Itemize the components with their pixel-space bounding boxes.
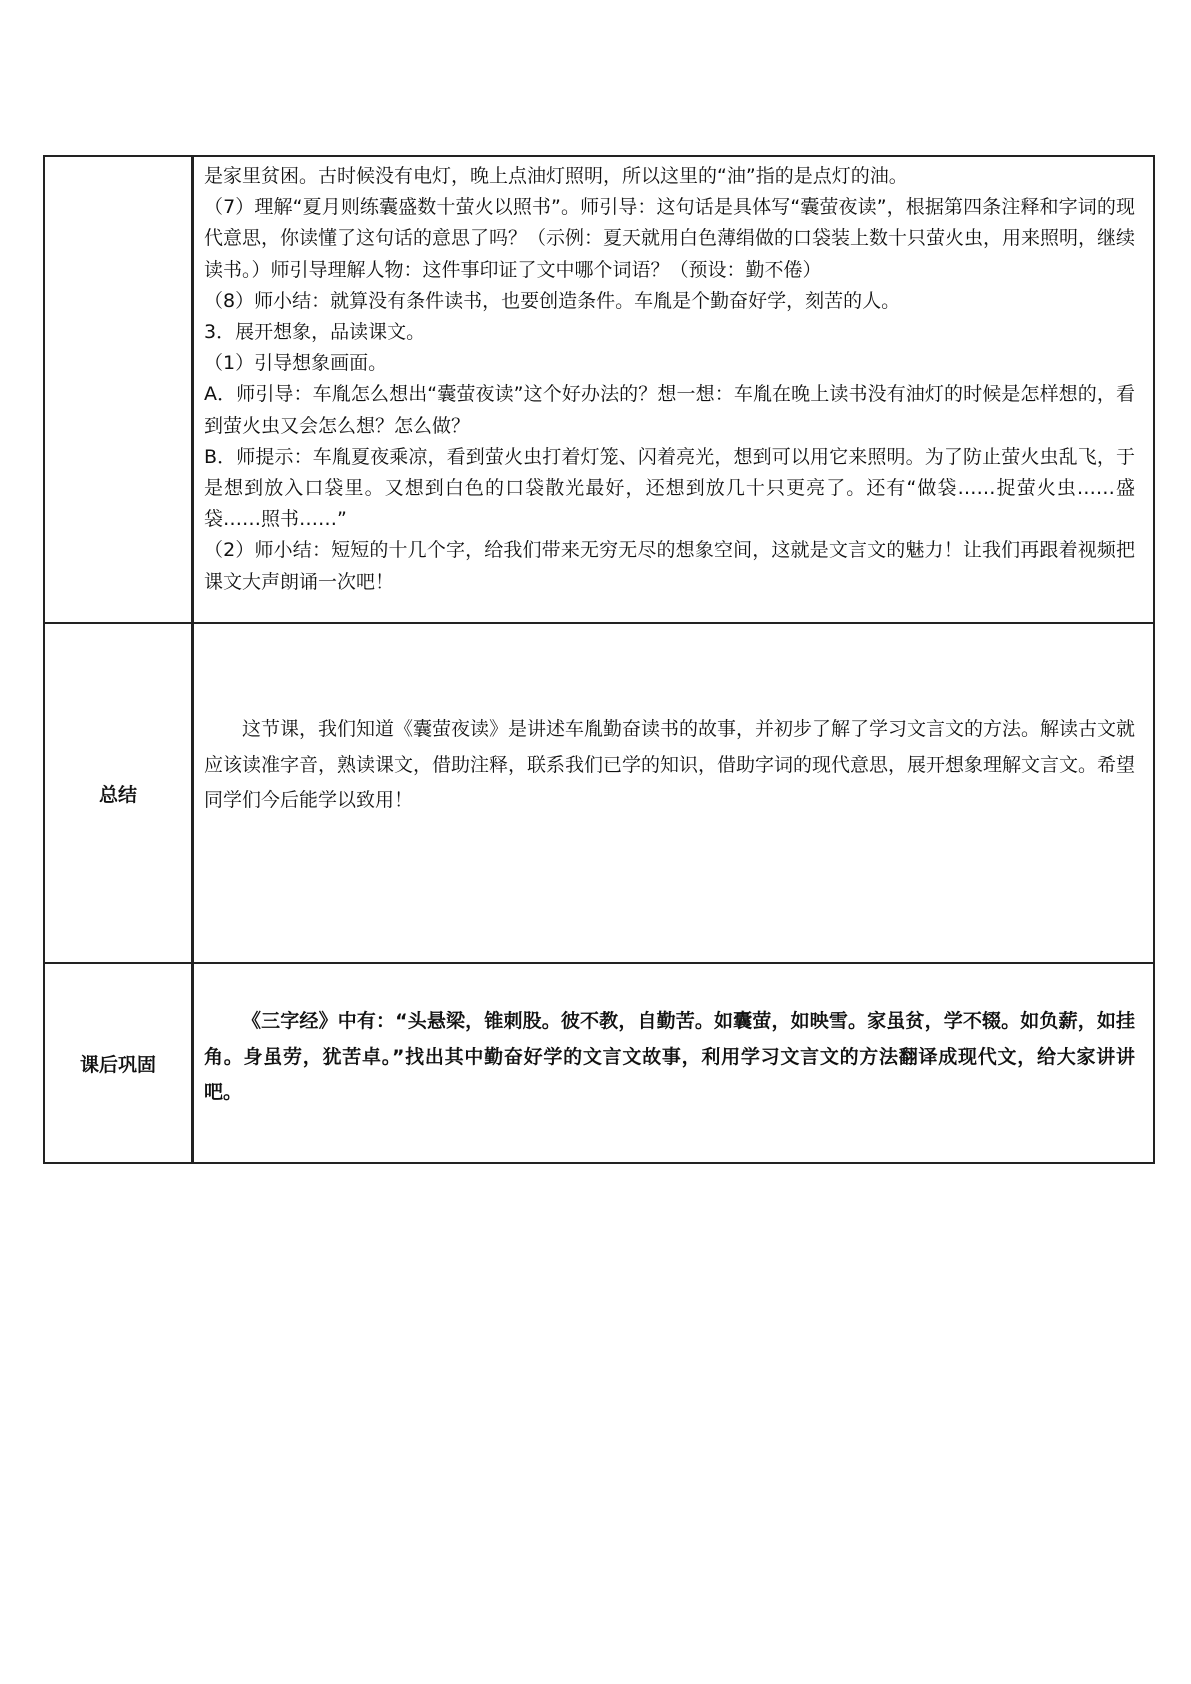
paragraph: （8）师小结：就算没有条件读书，也要创造条件。车胤是个勤奋好学，刻苦的人。 [204, 289, 901, 312]
paragraph: （7）理解“夏月则练囊盛数十萤火以照书”。师引导：这句话是具体写“囊萤夜读”，根据第四条注释和字词的现代意思，你读懂了这句话的意思了吗？（示例：夏天就用白色薄绢做的口袋装上数十只萤火虫，用来照明，继续读书。）师引导理解人物：这件事印证了文中哪个词语？（预设：勤不倦） [204, 196, 1136, 281]
homework-cell [193, 963, 1155, 1163]
table-row [44, 963, 1154, 1163]
table-row [44, 623, 1154, 963]
homework-paragraph: 《三字经》中有：“头悬梁，锥刺股。彼不教，自勤苦。如囊萤，如映雪。家虽贫，学不辍。如负薪，如挂角。身虽劳，犹苦卓。”找出其中勤奋好学的文言文故事，利用学习文言文的方法翻译成现代文，给大家讲讲吧。 [204, 1010, 1135, 1103]
paragraph: B．师提示：车胤夏夜乘凉，看到萤火虫打着灯笼、闪着亮光，想到可以用它来照明。为了防止萤火虫乱飞，于是想到放入口袋里。又想到白色的口袋散光最好，还想到放几十只更亮了。还有“做袋……捉萤火虫……盛袋……照书……” [204, 445, 1135, 531]
summary-paragraph: 这节课，我们知道《囊萤夜读》是讲述车胤勤奋读书的故事，并初步了解了学习文言文的方法。解读古文就应该读准字音，熟读课文，借助注释，联系我们已学的知识，借助字词的现代意思，展开想象理解文言文。希望同学们今后能学以致用！ [204, 718, 1136, 811]
paragraph: 是家里贫困。古时候没有电灯，晚上点油灯照明，所以这里的“油”指的是点灯的油。 [204, 165, 908, 187]
teaching-process-content [194, 157, 1153, 598]
homework-content [194, 964, 1153, 1111]
row-label-summary: 总结 [44, 623, 193, 963]
paragraph: （2）师小结：短短的十几个字，给我们带来无穷无尽的想象空间，这就是文言文的魅力！让我们再跟着视频把课文大声朗诵一次吧！ [204, 539, 1135, 593]
teaching-process-cell [193, 156, 1155, 623]
table-row [44, 156, 1154, 623]
summary-content [194, 624, 1153, 819]
summary-cell [193, 623, 1155, 963]
paragraph: 3．展开想象，品读课文。 [204, 321, 426, 344]
row-label-empty [44, 156, 193, 623]
paragraph: （1）引导想象画面。 [204, 352, 388, 375]
row-label-homework: 课后巩固 [44, 963, 193, 1163]
lesson-plan-table [43, 155, 1155, 1164]
paragraph: A．师引导：车胤怎么想出“囊萤夜读”这个好办法的？想一想：车胤在晚上读书没有油灯的时候是怎样想的，看到萤火虫又会怎么想？怎么做？ [204, 383, 1135, 437]
